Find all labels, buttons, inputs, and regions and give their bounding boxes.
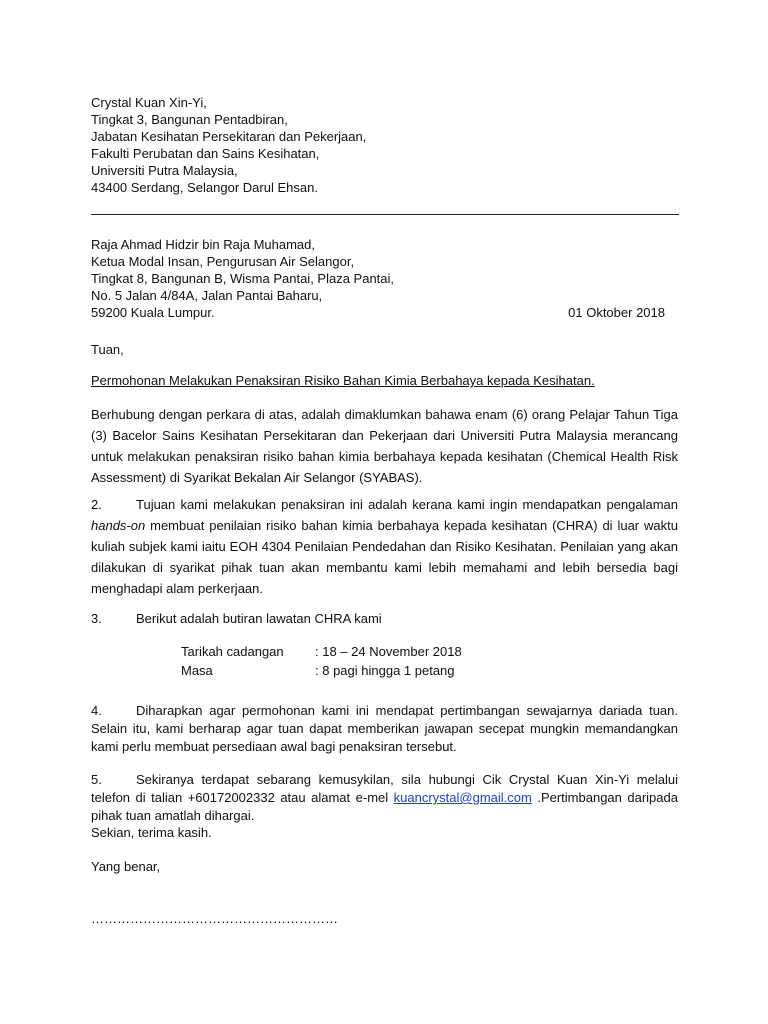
subject-line: Permohonan Melakukan Penaksiran Risiko Bahan Kimia Berbahaya kepada Kesihatan.: [91, 373, 595, 388]
detail-label: Tarikah cadangan: [181, 644, 284, 659]
detail-label: Masa: [181, 663, 213, 678]
sender-line: Tingkat 3, Bangunan Pentadbiran,: [91, 112, 288, 127]
paragraph-number: 3.: [91, 611, 102, 626]
sender-line: Universiti Putra Malaysia,: [91, 163, 238, 178]
paragraph-3: [91, 610, 382, 627]
paragraph-4: [91, 702, 678, 756]
detail-row-time: [181, 662, 455, 679]
paragraph-2: [91, 494, 678, 599]
sender-line: Fakulti Perubatan dan Sains Kesihatan,: [91, 146, 320, 161]
detail-row-date: [181, 643, 462, 660]
paragraph-text: Berikut adalah butiran lawatan CHRA kami: [136, 611, 382, 626]
paragraph-italic-text: hands-on: [91, 518, 146, 533]
header-divider: [91, 214, 679, 215]
paragraph-1: Berhubung dengan perkara di atas, adalah dimaklumkan bahawa enam (6) orang Pelajar Tahun Tiga (3) Bacelor Sains Kesihatan Persekitaran dan Pekerjaan dari Universiti Putra Malaysia merancang untuk melakukan penaksiran risiko bahan kimia berbahaya kepada kesihatan (Chemical Health Risk Assessment) di Syarikat Bekalan Air Selangor (SYABAS).: [91, 407, 678, 485]
sender-line: 43400 Serdang, Selangor Darul Ehsan.: [91, 180, 318, 195]
paragraph-text: Sekiranya terdapat sebarang kemusykilan, sila hubungi Cik Crystal Kuan Xin-Yi melalui telefon di talian +60172002332 atau alamat e-mel: [91, 772, 678, 805]
recipient-line: Raja Ahmad Hidzir bin Raja Muhamad,: [91, 237, 315, 252]
paragraph-number: 2.: [91, 497, 102, 512]
detail-value: : 18 – 24 November 2018: [315, 644, 462, 659]
paragraph-text: Tujuan kami melakukan penaksiran ini adalah kerana kami ingin mendapatkan pengalaman: [136, 497, 678, 512]
paragraph-5: [91, 771, 678, 825]
paragraph-text: .Pertimbangan daripada pihak tuan amatlah dihargai.: [91, 790, 678, 823]
email-link[interactable]: kuancrystal@gmail.com: [393, 790, 532, 805]
sender-line: Jabatan Kesihatan Persekitaran dan Pekerjaan,: [91, 129, 367, 144]
signoff-line: Yang benar,: [91, 859, 161, 874]
signature-line: …………………………………………………: [91, 911, 338, 926]
detail-value: : 8 pagi hingga 1 petang: [315, 663, 455, 678]
recipient-line: 59200 Kuala Lumpur.: [91, 305, 215, 320]
paragraph-text: Diharapkan agar permohonan kami ini mendapat pertimbangan sewajarnya dariada tuan. Selain itu, kami berharap agar tuan dapat memberikan jawapan secepat mungkin memandangkan kami perlu membuat persediaan awal bagi penaksiran tersebut.: [91, 703, 678, 754]
letter-date: 01 Oktober 2018: [568, 305, 665, 320]
paragraph-number: 5.: [91, 772, 102, 787]
recipient-line: Tingkat 8, Bangunan B, Wisma Pantai, Plaza Pantai,: [91, 271, 395, 286]
sender-line: Crystal Kuan Xin-Yi,: [91, 95, 207, 110]
recipient-line: Ketua Modal Insan, Pengurusan Air Selangor,: [91, 254, 355, 269]
paragraph-text: membuat penilaian risiko bahan kimia berbahaya kepada kesihatan (CHRA) di luar waktu kuliah subjek kami iaitu EOH 4304 Penilaian Pendedahan dan Risiko Kesihatan. Penilaian yang akan dilakukan di syarikat pihak tuan akan membantu kami lebih memahami and lebih bersedia bagi menghadapi alam perkerjaan.: [91, 518, 678, 596]
closing-line: Sekian, terima kasih.: [91, 825, 212, 840]
paragraph-number: 4.: [91, 703, 102, 718]
recipient-line: No. 5 Jalan 4/84A, Jalan Pantai Baharu,: [91, 288, 323, 303]
salutation: Tuan,: [91, 342, 124, 357]
